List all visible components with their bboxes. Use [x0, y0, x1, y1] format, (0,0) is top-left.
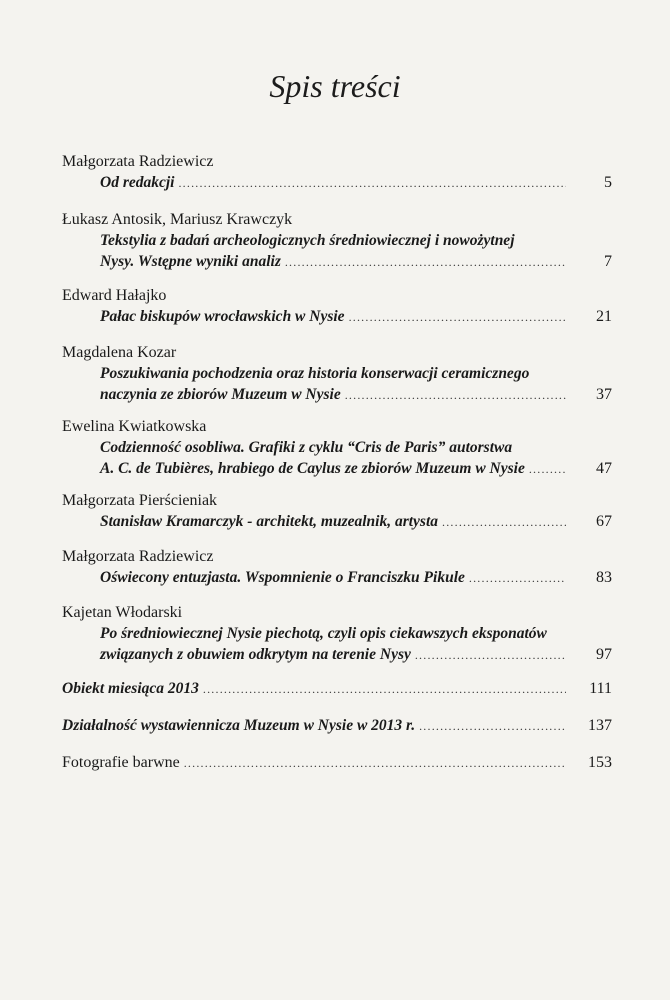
- section-line[interactable]: [62, 715, 612, 736]
- toc-entry: [62, 210, 612, 272]
- leader-dots: [345, 385, 566, 406]
- toc-entry: [62, 343, 612, 405]
- section-title: Obiekt miesiąca 2013: [62, 680, 199, 697]
- entry-author: Małgorzata Radziewicz: [62, 153, 214, 170]
- entry-title: Codzienność osobliwa. Grafiki z cyklu “Cris de Paris” autorstwa: [100, 439, 513, 456]
- toc-section: [62, 715, 612, 736]
- entry-title-line: [62, 230, 612, 251]
- entry-title-line: [62, 437, 612, 458]
- entry-title: Stanisław Kramarczyk - architekt, muzealnik, artysta: [100, 513, 439, 530]
- leader-dots: [529, 459, 566, 480]
- entry-title-line[interactable]: [62, 511, 612, 532]
- entry-title: Tekstylia z badań archeologicznych średniowiecznej i nowożytnej: [100, 232, 515, 249]
- leader-dots: [285, 252, 566, 273]
- entry-title: Po średniowiecznej Nysie piechotą, czyli opis ciekawszych eksponatów: [100, 625, 547, 642]
- toc-entry: [62, 286, 612, 327]
- page-number: 111: [589, 680, 612, 697]
- page-title: Spis treści: [269, 68, 401, 104]
- entry-author: Ewelina Kwiatkowska: [62, 418, 207, 435]
- entry-title-line[interactable]: [62, 172, 612, 193]
- page-number: 7: [604, 253, 612, 270]
- page-number: 5: [604, 174, 612, 191]
- toc-entry: [62, 603, 612, 665]
- leader-dots: [415, 645, 566, 666]
- entry-title: Pałac biskupów wrocławskich w Nysie: [100, 308, 345, 325]
- leader-dots: [178, 173, 566, 194]
- entry-author: Małgorzata Radziewicz: [62, 548, 214, 565]
- entry-author: Małgorzata Pierścieniak: [62, 492, 218, 509]
- entry-title: A. C. de Tubières, hrabiego de Caylus ze zbiorów Muzeum w Nysie: [100, 460, 525, 477]
- section-line[interactable]: [62, 678, 612, 699]
- page-number: 37: [596, 386, 612, 403]
- entry-title-line[interactable]: [62, 306, 612, 327]
- entry-title: Nysy. Wstępne wyniki analiz: [100, 253, 281, 270]
- page-number: 153: [588, 754, 612, 771]
- leader-dots: [203, 679, 566, 700]
- entry-title-line[interactable]: [62, 251, 612, 272]
- leader-dots: [419, 716, 566, 737]
- toc-entry: [62, 417, 612, 479]
- section-title: Fotografie barwne: [62, 754, 180, 771]
- page-number: 21: [596, 308, 612, 325]
- page-number: 83: [596, 569, 612, 586]
- entry-title: Od redakcji: [100, 174, 175, 191]
- toc-entry: [62, 491, 612, 532]
- entry-author: Edward Hałajko: [62, 287, 167, 304]
- toc-entry: [62, 152, 612, 193]
- entry-title: Poszukiwania pochodzenia oraz historia konserwacji ceramicznego: [100, 365, 530, 382]
- entry-title-line[interactable]: [62, 384, 612, 405]
- entry-author: Magdalena Kozar: [62, 344, 177, 361]
- leader-dots: [469, 568, 566, 589]
- page-number: 97: [596, 646, 612, 663]
- page-number: 67: [596, 513, 612, 530]
- entry-title-line[interactable]: [62, 458, 612, 479]
- leader-dots: [442, 512, 566, 533]
- entry-title-line[interactable]: [62, 644, 612, 665]
- entry-author: Kajetan Włodarski: [62, 604, 183, 621]
- leader-dots: [184, 753, 566, 774]
- entry-author: Łukasz Antosik, Mariusz Krawczyk: [62, 211, 293, 228]
- section-line[interactable]: [62, 752, 612, 773]
- entry-title-line: [62, 363, 612, 384]
- entry-title: Oświecony entuzjasta. Wspomnienie o Franciszku Pikule: [100, 569, 465, 586]
- page-number: 47: [596, 460, 612, 477]
- toc-entry: [62, 547, 612, 588]
- section-title: Działalność wystawiennicza Muzeum w Nysie w 2013 r.: [62, 717, 416, 734]
- leader-dots: [349, 307, 566, 328]
- entry-title-line[interactable]: [62, 567, 612, 588]
- entry-title-line: [62, 623, 612, 644]
- toc-section: [62, 678, 612, 699]
- toc-section: [62, 752, 612, 773]
- entry-title: naczynia ze zbiorów Muzeum w Nysie: [100, 386, 341, 403]
- page-number: 137: [588, 717, 612, 734]
- entry-title: związanych z obuwiem odkrytym na terenie Nysy: [100, 646, 411, 663]
